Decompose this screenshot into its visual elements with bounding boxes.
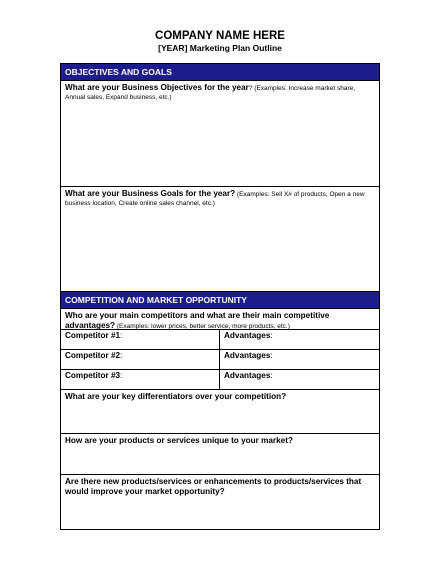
objectives-examples: ? (Examples: Increase market share, Annual sales, Expand business, etc.): [65, 85, 356, 101]
objectives-section-heading: OBJECTIVES AND GOALS: [61, 64, 379, 81]
competitors-box[interactable]: [61, 309, 379, 330]
advantages-cell[interactable]: Advantages:: [224, 371, 273, 380]
goals-examples: (Examples: Sell X# of products, Open a new business location, Create online sales channel, etc.): [65, 191, 365, 207]
unique-offering-box[interactable]: [61, 434, 379, 475]
competitor-row: [61, 350, 379, 370]
competitor-cell[interactable]: Competitor #1:: [61, 330, 220, 349]
competitor-row: [61, 330, 379, 350]
marketing-plan-form: [60, 63, 380, 530]
competitor-label: Competitor #1: [65, 331, 121, 340]
competitors-examples: (Examples: lower prices, better service, more products, etc.): [115, 323, 290, 330]
advantages-label: Advantages: [224, 351, 271, 360]
competitor-cell[interactable]: Competitor #2:: [61, 350, 220, 369]
goals-box[interactable]: [61, 187, 379, 292]
competition-section-heading: COMPETITION AND MARKET OPPORTUNITY: [61, 292, 379, 309]
objectives-question: What are your Business Objectives for the year: [65, 83, 249, 92]
advantages-cell[interactable]: Advantages:: [224, 331, 273, 340]
company-name-title: COMPANY NAME HERE: [155, 30, 285, 42]
competitor-row: [61, 370, 379, 390]
plan-subtitle: [YEAR] Marketing Plan Outline: [158, 43, 282, 53]
competitor-cell[interactable]: Competitor #3:: [61, 370, 220, 389]
competitor-label: Competitor #3: [65, 371, 121, 380]
advantages-label: Advantages: [224, 331, 271, 340]
differentiators-question: What are your key differentiators over your competition?: [65, 392, 287, 401]
advantages-label: Advantages: [224, 371, 271, 380]
goals-question: What are your Business Goals for the year?: [65, 189, 236, 198]
new-products-box[interactable]: [61, 475, 379, 529]
competitors-question: Who are your main competitors and what are their main competitive advantages?: [65, 311, 330, 330]
differentiators-box[interactable]: [61, 390, 379, 434]
competitor-label: Competitor #2: [65, 351, 121, 360]
advantages-cell[interactable]: Advantages:: [224, 351, 273, 360]
unique-offering-question: How are your products or services unique to your market?: [65, 436, 293, 445]
objectives-box[interactable]: [61, 81, 379, 187]
new-products-question: Are there new products/services or enhancements to products/services that would improve your market opportunity?: [65, 477, 362, 496]
